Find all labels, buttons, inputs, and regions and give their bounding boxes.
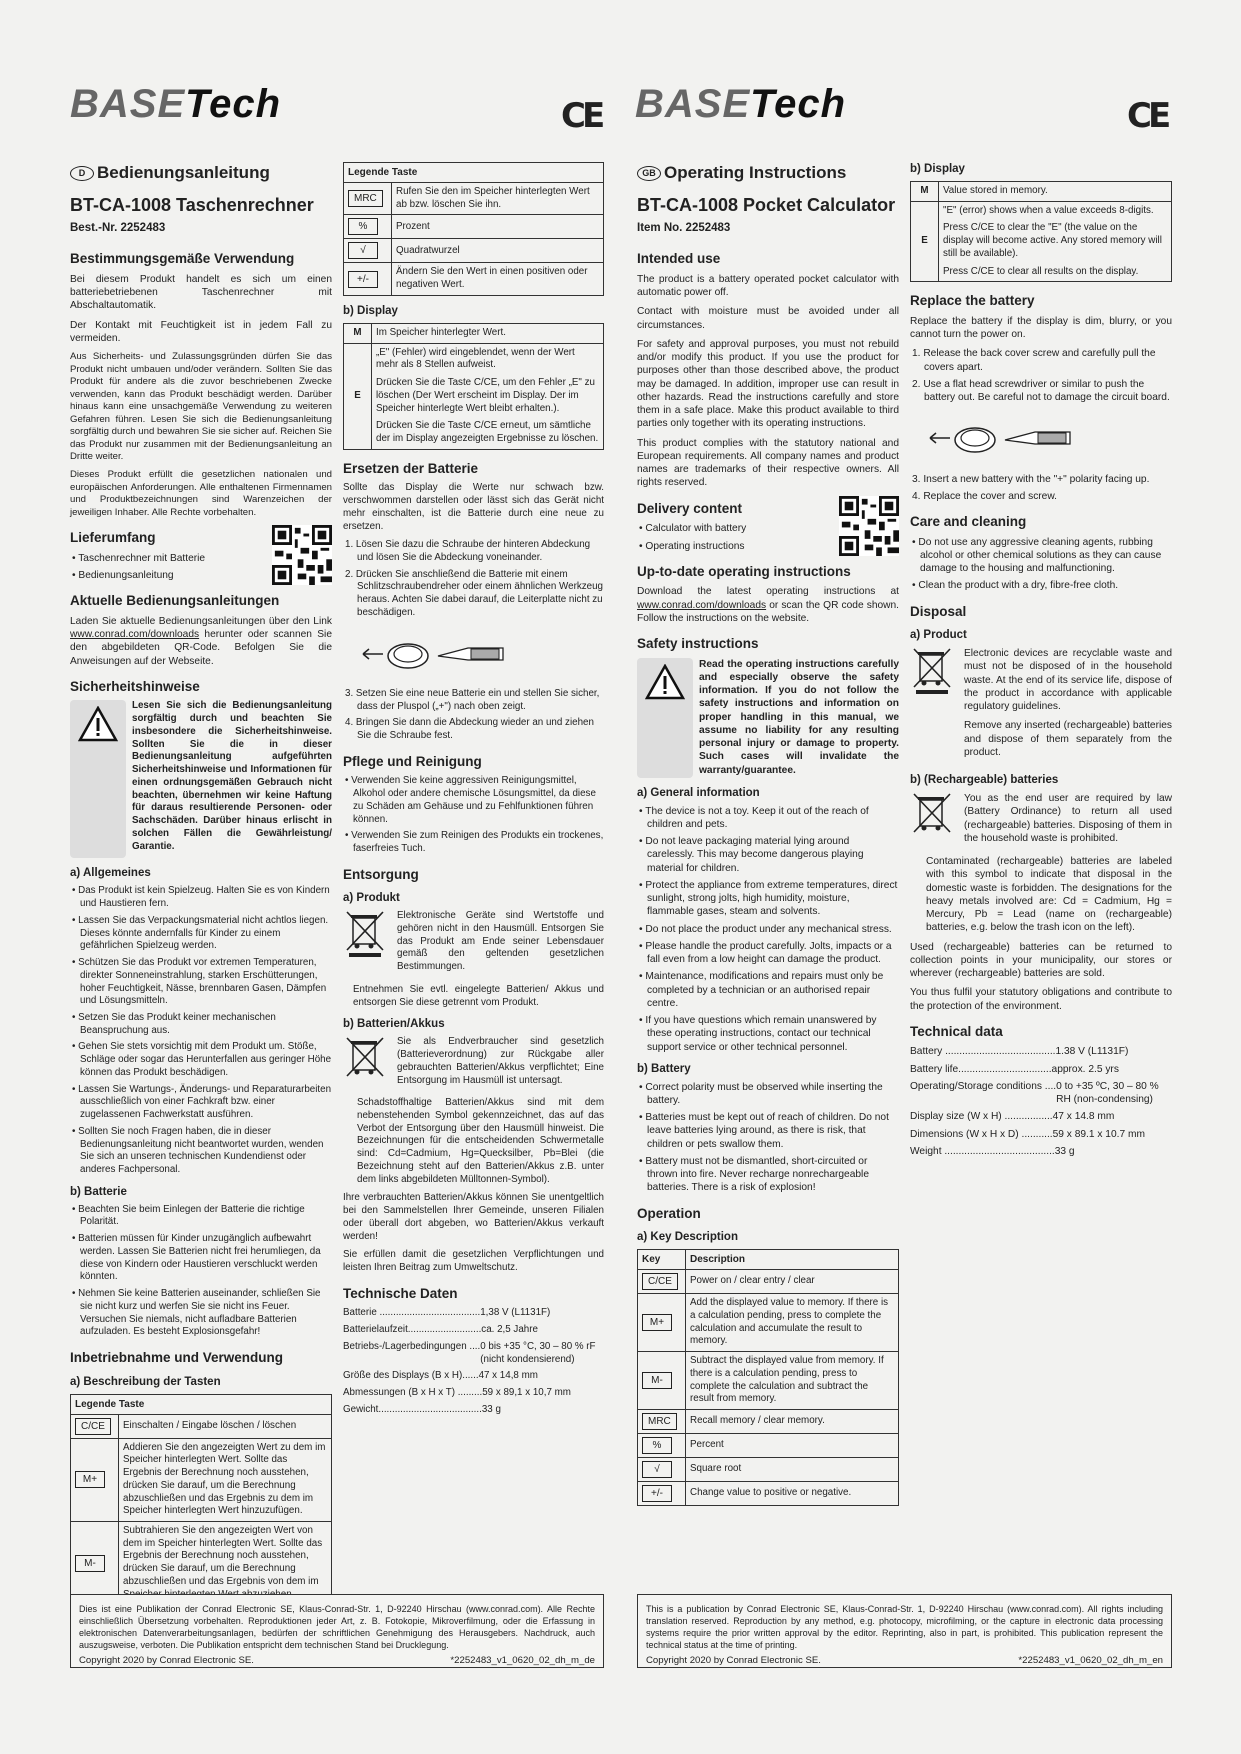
footer-copyright: Copyright 2020 by Conrad Electronic SE. (79, 1654, 254, 1666)
tech-row: Dimensions (W x H x D) ........... 59 x 89.1 x 10.7 mm (910, 1128, 1145, 1140)
en-battery-title: b) Battery (637, 1062, 691, 1075)
tech-row: Operating/Storage conditions .... 0 to +35 ºC, 30 – 80 % RH (non-condensing) (910, 1080, 1159, 1106)
table-row (638, 1270, 899, 1294)
en-footer (637, 1594, 1172, 1668)
table-header: Key (638, 1250, 686, 1270)
paragraph: This product complies with the statutory national and European requirements. All company names and product names are trademarks of their respective owners. All rights reserved. (637, 437, 899, 489)
table-row: E „E" (Fehler) wird eingeblendet, wenn der Wert mehr als 8 Stellen aufweist. Drücken Sie die Taste C/CE, um den Fehler „E" zu löschen (Der Wert erscheint im Display. Der im Speicher hinterlegte Wert bleibt erhalten.). Drücken Sie die Taste C/CE erneut, um sämtliche der im Display angezeigten Ergebnisse zu löschen. (344, 343, 604, 449)
de-replace-title: Ersetzen der Batterie (343, 460, 479, 476)
tech-row: Display size (W x H) ................. 47 x 14.8 mm (910, 1111, 1115, 1123)
de-disp-batt: Sie als Endverbraucher sind gesetzlich (Batterieverordnung) zur Rückgabe aller gebrauchten Batterien/Akkus verpflichtet; Eine Entsorgung im Hausmüll ist untersagt. (343, 1036, 604, 1093)
de-replace-steps-2 (343, 688, 604, 743)
key-label: % (642, 1437, 672, 1454)
list-item: • Maintenance, modifications and repairs must only be completed by a technician or an authorised repair centre. (637, 970, 899, 1010)
crossed-bin-icon (910, 792, 954, 836)
list-item: • Setzen Sie das Produkt keiner mechanischen Beanspruchung aus. (70, 1012, 332, 1037)
list-item: • Do not place the product under any mechanical stress. (637, 923, 899, 936)
de-care-list (343, 775, 604, 855)
list-item: • Do not use any aggressive cleaning agents, rubbing alcohol or other chemical solutions as they can cause damage to the housing and malfunctioning. (910, 536, 1172, 576)
key-label: C/CE (75, 1418, 111, 1435)
table-row (71, 1438, 332, 1521)
list-item: • Verwenden Sie keine aggressiven Reinigungsmittel, Alkohol oder andere chemische Lösungsmittel, da diese zu Schäden am Gehäuse und zu Fehlfunktionen führen können. (343, 775, 604, 826)
brand-logo-en (635, 82, 846, 127)
key-label: M- (642, 1372, 672, 1389)
de-general-title: a) Allgemeines (70, 867, 151, 880)
table-row (638, 1434, 899, 1458)
de-intended-use-title: Bestimmungsgemäße Verwendung (70, 251, 295, 267)
list-item: 4. Bringen Sie dann die Abdeckung wieder an und ziehen Sie die Schraube fest. (345, 717, 594, 742)
en-disp-product: Electronic devices are recyclable waste and must not be disposed of in the household waste. At the end of its service life, dispose of the product in accordance with applicable regulatory guidelines. Remove any inserted (rechargeable) batteries and dispose of them separately from the product. (910, 647, 1172, 765)
list-item: • Schützen Sie das Produkt vor extremen Temperaturen, direkter Sonneneinstrahlung, starken Erschütterungen, hoher Feuchtigkeit, Nässe, brennbaren Gasen, Dämpfen und Lösungsmitteln. (70, 957, 332, 1008)
key-desc: Quadratwurzel (392, 239, 604, 263)
tech-row: Gewicht...................................... 33 g (343, 1403, 501, 1415)
de-delivery-title: Lieferumfang (70, 530, 156, 546)
warning-triangle-icon (645, 664, 685, 700)
paragraph: Aus Sicherheits- und Zulassungsgründen dürfen Sie das Produkt nicht umbauen und/oder verändern. Sollten Sie das Produkt für andere als die zuvor beschriebenen Zwecke verwenden, kann das Produkt beschädigt werden. Darüber hinaus kann eine unsachgemäße Verwendung zu weiteren Gefahren führen. Lesen Sie sich die Bedienungsanleitung sorgfältig durch und bewahren Sie sie sicher auf. Reichen Sie das Produkt nur zusammen mit der Bedienungsanleitung an Dritte weiter. (70, 351, 332, 462)
key-label: √ (642, 1461, 672, 1478)
de-operation-title: Inbetriebnahme und Verwendung (70, 1350, 284, 1366)
key-desc: Addieren Sie den angezeigten Wert zu dem im Speicher hinterlegten Wert. Sollte das Ergebnis der Berechnung noch ausstehen, drücken Sie darauf, um die Berechnung abzuschließen und das Ergebnis zu dem im Speicher hinterlegten Wert hinzuzufügen. (119, 1438, 332, 1521)
key-label: M+ (642, 1314, 672, 1331)
key-desc: Subtrahieren Sie den angezeigten Wert von dem im Speicher hinterlegten Wert. Sollte das Ergebnis der Berechnung noch ausstehen, drücken Sie darauf, um die Berechnung abzuschließen und das Ergebnis von dem im (119, 1521, 332, 1604)
paragraph: Entnehmen Sie evtl. eingelegte Batterien/ Akkus und entsorgen Sie diese getrennt vom Produkt. (353, 983, 604, 1008)
de-battery-list (70, 1204, 332, 1339)
de-disp-product-title: a) Produkt (343, 892, 400, 905)
en-uptodate-text: Download the latest operating instructions at www.conrad.com/downloads or scan the QR code shown. Follow the instructions on the website. (637, 586, 899, 624)
tech-row: Batterie ..................................... 1,38 V (L1131F) (343, 1307, 551, 1319)
crossed-bin-icon (910, 647, 954, 695)
de-title: BT-CA-1008 Taschenrechner (70, 195, 314, 216)
table-row: M Value stored in memory. (911, 181, 1172, 201)
key-desc: Power on / clear entry / clear (686, 1270, 899, 1294)
warning-icon-box (637, 658, 693, 778)
list-item: 1. Lösen Sie dazu die Schraube der hinteren Abdeckung und lösen Sie die Abdeckung voneinander. (345, 539, 591, 563)
de-disp-batt-title: b) Batterien/Akkus (343, 1018, 445, 1031)
tech-row: Battery ....................................... 1.38 V (L1131F) (910, 1046, 1129, 1058)
list-item: 2. Drücken Sie anschließend die Batterie mit einem Schlitzschraubendreher oder einem ähnlichen Werkzeug heraus. Achten Sie dabei darauf, die Leiterplatte nicht zu beschädigen. (345, 568, 603, 618)
table-row: E "E" (error) shows when a value exceeds 8-digits. Press C/CE to clear the "E" (the value on the display will become active. Any stored memory will still be available). Press C/CE to clear all results on the display. (911, 201, 1172, 282)
paragraph: Dieses Produkt erfüllt die gesetzlichen nationalen und europäischen Anforderungen. Alle enthaltenen Firmennamen und Produktbezeichnungen sind Warenzeichen der jeweiligen Inhaber. Alle Rechte vorbehalten. (70, 469, 332, 518)
en-disposal-title: Disposal (910, 603, 967, 619)
en-disp-product-title: a) Product (910, 629, 967, 642)
paragraph: Bei diesem Produkt handelt es sich um einen batteriebetriebenen Taschenrechner mit Abschaltautomatik. (70, 273, 332, 312)
list-item: • Operating instructions (637, 540, 899, 553)
table-row (638, 1410, 899, 1434)
table-row (344, 239, 604, 263)
logo-tech: Tech (750, 82, 847, 126)
logo-base: BASE (70, 82, 186, 126)
key-desc: Recall memory / clear memory. (686, 1410, 899, 1434)
paragraph: The product is a battery operated pocket calculator with automatic power off. (637, 273, 899, 299)
de-display-table (343, 323, 604, 450)
list-item: • Bedienungsanleitung (70, 569, 332, 582)
crossed-bin-icon (343, 910, 387, 958)
table-row (71, 1414, 332, 1438)
en-replace-steps-2 (910, 473, 1172, 504)
footer-text: Dies ist eine Publikation der Conrad Electronic SE, Klaus-Conrad-Str. 1, D-92240 Hirschau (www.conrad.com). Alle Rechte einschließlich Übersetzung vorbehalten. Reproduktionen jeder Art, z. B. Fotokopie, Mikroverfilmung, oder die Erfassung in elektronischen Datenverarbeitungsanlagen, bedürfen der schriftlichen Genehmigung des Herausgebers. Nachdruck, auch auszugsweise, verboten. Die Publikation entspricht dem technischen Stand bei Drucklegung. (79, 1604, 595, 1651)
en-safety-warning: Read the operating instructions carefully and especially observe the safety information. If you do not follow the safety instructions and information on proper handling in this manual, we assume no liability for any resulting personal injury or damage to property. Such cases will invalidate the warranty/guarantee. (637, 658, 899, 778)
lang-badge-de: D (70, 166, 94, 181)
list-item: • Correct polarity must be observed while inserting the battery. (637, 1081, 899, 1108)
key-desc: Add the displayed value to memory. If there is a calculation pending, press to complete the calculation and accumulate the result to memory. (686, 1294, 899, 1352)
paragraph: Ihre verbrauchten Batterien/Akkus können Sie unentgeltlich bei den Sammelstellen Ihrer Gemeinde, unseren Filialen oder überall dort abgeben, wo Batterien/Akkus verkauft werden! (343, 1192, 604, 1242)
tech-row: Weight ....................................... 33 g (910, 1145, 1075, 1157)
de-tech-data (343, 1307, 604, 1416)
paragraph: You thus fulfil your statutory obligations and contribute to the protection of the environment. (910, 987, 1172, 1012)
en-tech-data (910, 1045, 1172, 1158)
en-intended-use-title: Intended use (637, 251, 721, 267)
table-row (344, 263, 604, 295)
list-item: • Batterien müssen für Kinder unzugänglich aufbewahrt werden. Lassen Sie Batterien nicht frei herumliegen, da diese von Kindern oder Haustieren verschluckt werden könnten. (70, 1233, 332, 1284)
en-display-table (910, 181, 1172, 282)
en-keydesc-title: a) Key Description (637, 1231, 738, 1244)
warning-triangle-icon (78, 706, 118, 742)
en-heading: GB Operating Instructions (637, 162, 899, 184)
paragraph: For safety and approval purposes, you must not rebuild and/or modify this product. If you use the product for purposes other than those described above, the product may be damaged. In addition, improper use can result in other hazards. Read the instructions carefully and store them in a safe place. Make this product available to third parties only together with its operating instructions. (637, 338, 899, 430)
list-item: • Das Produkt ist kein Spielzeug. Halten Sie es von Kindern und Haustieren fern. (70, 885, 332, 910)
en-safety-title: Safety instructions (637, 636, 759, 652)
en-uptodate-title: Up-to-date operating instructions (637, 563, 851, 579)
en-column-1 (637, 162, 899, 1514)
list-item: • Verwenden Sie zum Reinigen des Produkts ein trockenes, faserfreies Tuch. (343, 830, 604, 855)
logo-tech: Tech (185, 82, 282, 126)
paragraph: Sie erfüllen damit die gesetzlichen Verpflichtungen und leisten Ihren Beitrag zum Umweltschutz. (343, 1249, 604, 1274)
de-tech-title: Technische Daten (343, 1285, 458, 1301)
en-battery-list (637, 1081, 899, 1195)
key-desc: Percent (686, 1434, 899, 1458)
en-disp-batt-title: b) (Rechargeable) batteries (910, 774, 1059, 787)
logo-base: BASE (635, 82, 751, 126)
paragraph: Used (rechargeable) batteries can be returned to collection points in your municipality, our stores or wherever (rechargeable) batteries are sold. (910, 941, 1172, 980)
key-label: +/- (348, 271, 378, 288)
key-desc: Subtract the displayed value from memory. If there is a calculation pending, press to complete the calculation and subtract the result from memory. (686, 1352, 899, 1410)
key-label: C/CE (642, 1273, 678, 1290)
table-row (638, 1458, 899, 1482)
de-column-1 (70, 162, 332, 1613)
en-key-table (637, 1249, 899, 1506)
list-item: • Do not leave packaging material lying around carelessly. This may become dangerous playing material for children. (637, 835, 899, 875)
de-key-table-1 (70, 1394, 332, 1606)
paragraph: Replace the battery if the display is dim, blurry, or you cannot turn the power on. (910, 315, 1172, 341)
table-header: Legende Taste (344, 163, 604, 183)
en-care-title: Care and cleaning (910, 514, 1027, 530)
de-safety-warning: Lesen Sie sich die Bedienungsanleitung sorgfältig durch und beachten Sie insbesondere die Sicherheitshinweise. Sollten Sie die in dieser Bedienungsanleitung aufgeführten Sicherheitshinweise und Informationen für einen ordnungsgemäßen Gebrauch nicht beachten, übernehmen wir keine Haftung für daraus resultierende Personen- oder Sachschäden. Darüber hinaus erlischt in solchen Fällen die Gewährleistung/ Garantie. (70, 700, 332, 858)
list-item: • Clean the product with a dry, fibre-free cloth. (910, 579, 1172, 592)
list-item: • Battery must not be dismantled, short-circuited or thrown into fire. Never recharge nonrechargeable batteries. There is a risk of explosion! (637, 1155, 899, 1195)
key-desc: Change value to positive or negative. (686, 1482, 899, 1506)
en-general-title: a) General information (637, 786, 760, 799)
de-uptodate-text: Laden Sie aktuelle Bedienungsanleitungen über den Link www.conrad.com/downloads herunter oder scannen Sie den abgebildeten QR-Code. Befolgen Sie die Anweisungen auf der Webseite. (70, 615, 332, 667)
table-row (344, 215, 604, 239)
de-footer (70, 1594, 604, 1668)
de-uptodate-title: Aktuelle Bedienungsanleitungen (70, 593, 280, 609)
key-label: M+ (75, 1471, 105, 1488)
de-key-table-2 (343, 162, 604, 296)
footer-copyright: Copyright 2020 by Conrad Electronic SE. (646, 1654, 821, 1666)
ce-mark-en: CE (1127, 96, 1168, 136)
de-disp-product: Elektronische Geräte sind Wertstoffe und gehören nicht in den Hausmüll. Entsorgen Sie das Produkt am Ende seiner Lebensdauer gemäß den geltenden gesetzlichen Bestimmungen. (343, 910, 604, 980)
en-operation-title: Operation (637, 1205, 701, 1221)
en-title: BT-CA-1008 Pocket Calculator (637, 195, 896, 216)
list-item: • Batteries must be kept out of reach of children. Do not leave batteries lying around, as there is risk, that children or pets swallow them. (637, 1111, 899, 1151)
paragraph: Contaminated (rechargeable) batteries are labeled with this symbol to indicate that disposal in the domestic waste is forbidden. The designations for the heavy metals involved are: Cd = Cadmium, Hg = Mercury, Pb = Lead (name on (rechargeable) batteries, e.g. below the trash icon on the left). (926, 856, 1172, 934)
de-heading: D Bedienungsanleitung (70, 162, 332, 184)
key-label: % (348, 218, 378, 235)
list-item: 4. Replace the cover and screw. (912, 490, 1057, 502)
table-row: M Im Speicher hinterlegter Wert. (344, 323, 604, 343)
paragraph: Schadstoffhaltige Batterien/Akkus sind mit dem nebenstehenden Symbol gekennzeichnet, das auf das Verbot der Entsorgung über den Hausmüll hinweist. Die Bezeichnungen für die entscheidenden Schwermetalle sind: Cd=Cadmium, Hg=Quecksilber, Pb=Blei (die Bezeichnung steht auf den Batterien/Akkus z.B. unter dem links abgebildeten Mülltonnen-Symbol). (357, 1097, 604, 1185)
tech-row: Größe des Displays (B x H)...... 47 x 14,8 mm (343, 1370, 538, 1382)
battery-removal-illustration-icon (920, 418, 1080, 458)
de-keydesc-title: a) Beschreibung der Tasten (70, 1375, 221, 1388)
key-label: MRC (348, 190, 383, 207)
de-disposal-title: Entsorgung (343, 866, 419, 882)
warning-icon-box (70, 700, 126, 858)
list-item: • If you have questions which remain unanswered by these operating instructions, contact our technical support service or other technical personnel. (637, 1014, 899, 1054)
list-item: 2. Use a flat head screwdriver or similar to push the battery out. Be careful not to damage the circuit board. (912, 378, 1170, 404)
list-item: • Lassen Sie Wartungs-, Änderungs- und Reparaturarbeiten ausschließlich von einer Fachkraft bzw. einer zugelassenen Fachwerkstatt ausführen. (70, 1084, 332, 1122)
list-item: • Protect the appliance from extreme temperatures, direct sunlight, strong jolts, high humidity, moisture, flammable gases, steam and solvents. (637, 879, 899, 919)
key-desc: Prozent (392, 215, 604, 239)
qr-code-icon (272, 525, 332, 585)
key-label: M- (75, 1555, 105, 1572)
table-row (344, 183, 604, 215)
tech-row: Abmessungen (B x H x T) ......... 59 x 89,1 x 10,7 mm (343, 1387, 571, 1399)
list-item: • The device is not a toy. Keep it out of the reach of children and pets. (637, 805, 899, 832)
key-label: MRC (642, 1413, 677, 1430)
key-label: +/- (642, 1485, 672, 1502)
en-replace-title: Replace the battery (910, 293, 1035, 309)
key-desc: Rufen Sie den im Speicher hinterlegten Wert ab bzw. löschen Sie ihn. (392, 183, 604, 215)
key-label: √ (348, 242, 378, 259)
table-header: Description (686, 1250, 899, 1270)
list-item: • Sollten Sie noch Fragen haben, die in dieser Bedienungsanleitung nicht beantwortet wurden, wenden Sie sich an unseren technischen Kundendienst oder anderes Fachpersonal. (70, 1126, 332, 1177)
list-item: • Calculator with battery (637, 522, 899, 535)
en-tech-title: Technical data (910, 1023, 1003, 1039)
list-item: • Nehmen Sie keine Batterien auseinander, schließen Sie sie nicht kurz und werfen Sie sie nicht ins Feuer. Versuchen Sie niemals, nicht aufladbare Batterien aufzuladen. Es besteht Explosionsgefahr! (70, 1288, 332, 1339)
en-replace-steps (910, 347, 1172, 404)
table-row (638, 1352, 899, 1410)
list-item: 3. Insert a new battery with the "+" polarity facing up. (912, 473, 1150, 485)
battery-removal-illustration-icon (353, 634, 513, 674)
table-row (638, 1482, 899, 1506)
de-safety-title: Sicherheitshinweise (70, 678, 200, 694)
ce-mark-de: CE (561, 96, 602, 136)
de-care-title: Pflege und Reinigung (343, 753, 482, 769)
en-general-list (637, 805, 899, 1054)
en-column-2 (910, 162, 1172, 1162)
key-desc: Einschalten / Eingabe löschen / löschen (119, 1414, 332, 1438)
de-replace-steps (343, 539, 604, 619)
list-item: • Gehen Sie stets vorsichtig mit dem Produkt um. Stöße, Schläge oder sogar das Herunterfallen aus geringer Höhe können das Produkt beschädigen. (70, 1041, 332, 1079)
en-item-no: Item No. 2252483 (637, 222, 731, 235)
list-item: 1. Release the back cover screw and carefully pull the covers apart. (912, 348, 1156, 373)
footer-code: *2252483_v1_0620_02_dh_m_en (1018, 1654, 1163, 1666)
en-disp-batt: You as the end user are required by law (Battery Ordinance) to return all used (rechargeable) batteries. Disposing of them in the household waste is prohibited. (910, 792, 1172, 851)
paragraph: Der Kontakt mit Feuchtigkeit ist in jedem Fall zu vermeiden. (70, 319, 332, 344)
key-desc: Ändern Sie den Wert in einen positiven oder negativen Wert. (392, 263, 604, 295)
list-item: • Please handle the product carefully. Jolts, impacts or a fall even from a low height can damage the product. (637, 940, 899, 967)
table-row (71, 1521, 332, 1604)
downloads-link[interactable]: www.conrad.com/downloads (70, 629, 200, 641)
list-item: • Taschenrechner mit Batterie (70, 552, 332, 565)
tech-row: Betriebs-/Lagerbedingungen .... 0 bis +35 °C, 30 – 80 % rF (nicht kondensierend) (343, 1340, 596, 1365)
crossed-bin-icon (343, 1036, 387, 1080)
de-display-title: b) Display (343, 304, 398, 317)
list-item: 3. Setzen Sie eine neue Batterie ein und stellen Sie sicher, dass der Pluspol („+") nach oben zeigt. (345, 687, 600, 712)
footer-code: *2252483_v1_0620_02_dh_m_de (450, 1654, 595, 1666)
table-header: Legende Taste (71, 1394, 332, 1414)
de-column-2 (343, 162, 604, 1421)
tech-row: Battery life................................. approx. 2.5 yrs (910, 1063, 1119, 1075)
brand-logo-de (70, 82, 281, 127)
en-care-list (910, 536, 1172, 593)
key-desc: Square root (686, 1458, 899, 1482)
paragraph: Contact with moisture must be avoided under all circumstances. (637, 306, 899, 331)
table-row (638, 1294, 899, 1352)
qr-code-icon (839, 496, 899, 556)
en-display-title: b) Display (910, 163, 965, 175)
footer-text: This is a publication by Conrad Electronic SE, Klaus-Conrad-Str. 1, D-92240 Hirschau (www.conrad.com). All rights including translation reserved. Reproduction by any method, e.g. photocopy, microfilming, or the capture in electronic data processing systems require the prior written approval by the editor. Reprinting, also in part, is prohibited. This publication represent the technical status at the time of printing. (646, 1604, 1163, 1651)
list-item: • Lassen Sie das Verpackungsmaterial nicht achtlos liegen. Dieses könnte andernfalls für Kinder zu einem gefährlichen Spielzeug werden. (70, 915, 332, 953)
de-battery-title: b) Batterie (70, 1185, 127, 1198)
paragraph: Sollte das Display die Werte nur schwach bzw. verschwommen darstellen oder lässt sich das Gerät nicht mehr einschalten, ist die Batterie durch eine neue zu ersetzen. (343, 482, 604, 532)
downloads-link[interactable]: www.conrad.com/downloads (637, 599, 767, 611)
list-item: • Beachten Sie beim Einlegen der Batterie die richtige Polarität. (70, 1204, 332, 1229)
de-general-list (70, 885, 332, 1176)
en-delivery-title: Delivery content (637, 500, 743, 516)
de-item-no: Best.-Nr. 2252483 (70, 222, 166, 235)
tech-row: Batterielaufzeit........................... ca. 2,5 Jahre (343, 1324, 538, 1336)
lang-badge-en: GB (637, 166, 661, 181)
